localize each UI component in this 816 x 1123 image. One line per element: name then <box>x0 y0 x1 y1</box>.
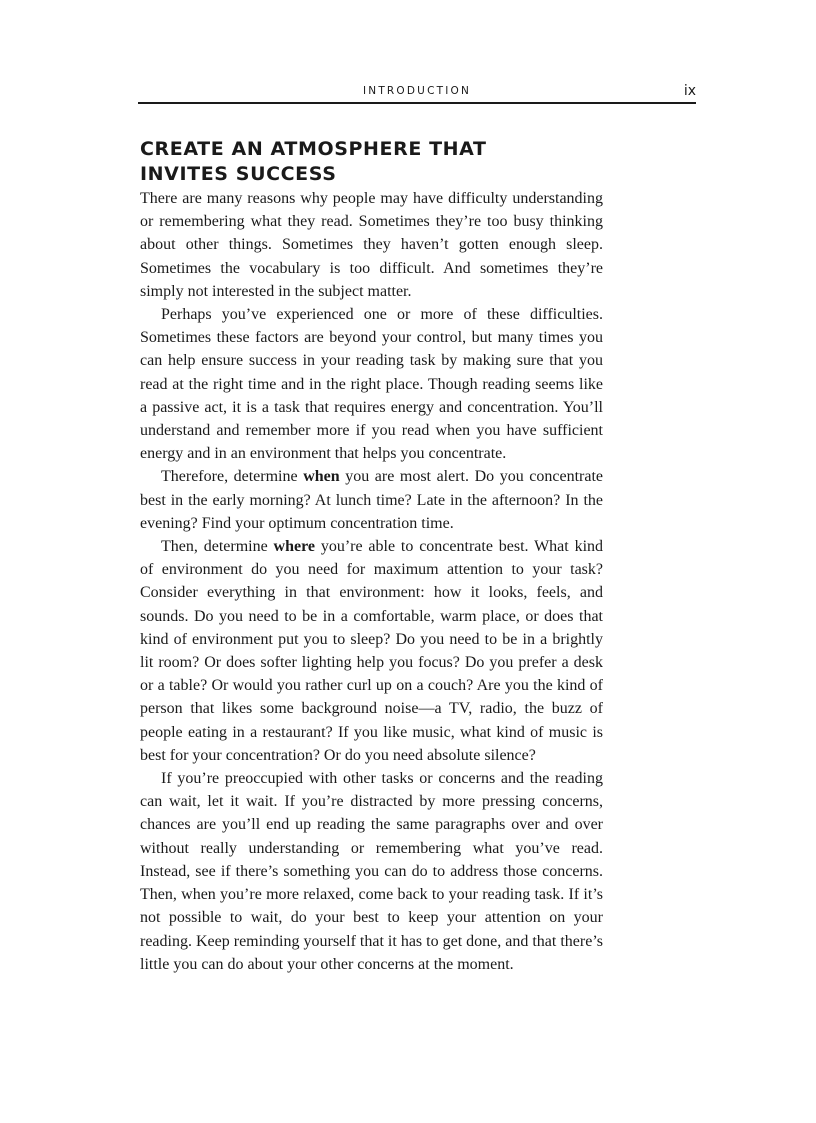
paragraph-1: There are many reasons why people may have difficulty understanding or remembering what they read. Sometimes they’re too busy thinking about other things. Sometimes they haven’t gotten enough sleep. Sometimes the vocabulary is too difficult. And sometimes they’re simply not interested in the subject matter. <box>140 190 603 300</box>
paragraph-4-before: Then, determine <box>161 538 274 556</box>
running-title: INTRODUCTION <box>362 85 472 97</box>
paragraph-5: If you’re preoccupied with other tasks or concerns and the reading can wait, let it wait. If you’re distracted by more pressing concerns, chances are you’ll end up reading the same paragraphs over and over without really understanding or remembering what you’ve read. Instead, see if there’s something you can do to address those concerns. Then, when you’re more relaxed, come back to your reading task. If it’s not possible to wait, do your best to keep your attention on your reading. Keep reminding yourself that it has to get done, and that there’s little you can do about your other concerns at the moment. <box>140 770 603 973</box>
paragraph-3-before: Therefore, determine <box>161 468 304 486</box>
page-number: ix <box>683 83 696 99</box>
running-head <box>138 84 696 104</box>
paragraph-4 <box>140 535 603 767</box>
paragraph-4-after: you’re able to concentrate best. What kind of environment do you need for maximum attention to your task? Consider everything in that environment: how it looks, feels, and sounds. Do you need to be in a comfortable, warm place, or does that kind of environment put you to sleep? Do you need to be in a brightly lit room? Or does softer lighting help you focus? Do you prefer a desk or a table? Or would you rather curl up on a couch? Are you the kind of person that likes some background noise—a TV, radio, the buzz of people eating in a restaurant? If you like music, what kind of music is best for your concentration? Or do you need absolute silence? <box>140 538 604 764</box>
page-content <box>140 137 603 976</box>
emphasis-when: when <box>303 468 340 486</box>
paragraph-3-after: you are most alert. Do you concentrate best in the early morning? At lunch time? Late in the afternoon? In the evening? Find your optimum concentration time. <box>140 468 604 532</box>
paragraph-3 <box>140 465 603 535</box>
section-title: CREATE AN ATMOSPHERE THAT INVITES SUCCESS <box>140 138 487 185</box>
emphasis-where: where <box>273 538 315 556</box>
paragraph-2: Perhaps you’ve experienced one or more of these difficulties. Sometimes these factors are beyond your control, but many times you can help ensure success in your reading task by making sure that you read at the right time and in the right place. Though reading seems like a passive act, it is a task that requires energy and concentration. You’ll understand and remember more if you read when you have sufficient energy and in an environment that helps you concentrate. <box>140 306 603 463</box>
